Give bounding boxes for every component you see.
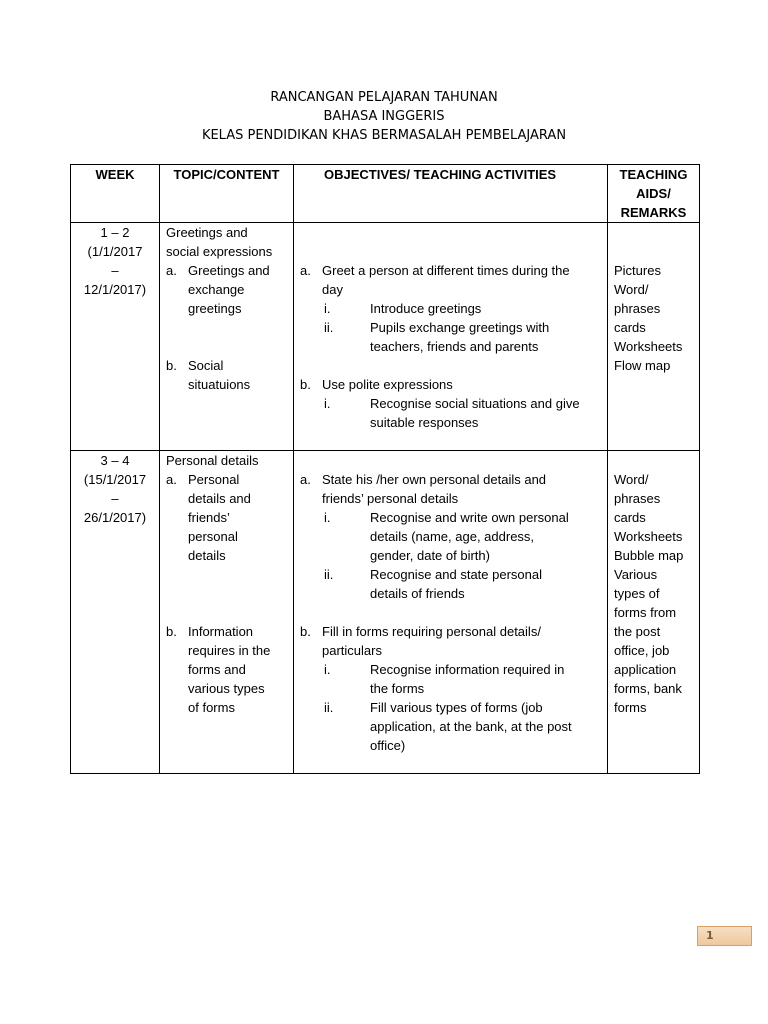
header-topic: TOPIC/CONTENT — [160, 165, 294, 223]
activity-text: application, at the bank, at the post — [370, 719, 572, 735]
header-aids-line: REMARKS — [620, 205, 687, 220]
activity-text: suitable responses — [370, 415, 479, 430]
header-class: KELAS PENDIDIKAN KHAS BERMASALAH PEMBELAJARAN — [201, 128, 567, 143]
header-title: RANCANGAN PELAJARAN TAHUNAN — [270, 90, 498, 105]
item-marker: a. — [166, 472, 177, 488]
teaching-aids-cell — [608, 223, 700, 451]
activity-text: Introduce greetings — [370, 301, 482, 316]
activity-item — [324, 698, 601, 755]
objective-text: friends’ personal details — [322, 491, 459, 507]
activity-text: Recognise information required in — [370, 662, 565, 678]
topic-text: friends’ — [188, 510, 230, 526]
topic-text: Social — [188, 358, 224, 373]
header-teaching-aids — [608, 165, 700, 223]
aid-text: types of — [614, 586, 660, 602]
objective-text: day — [322, 282, 343, 297]
aid-text: Word/ — [614, 472, 649, 488]
aid-text: cards — [614, 510, 646, 526]
activity-text: Fill various types of forms (job — [370, 700, 543, 716]
week-date: (15/1/2017 — [83, 472, 147, 488]
week-date: 12/1/2017) — [83, 282, 147, 297]
activity-item — [324, 508, 601, 565]
topic-item — [166, 470, 287, 565]
activity-item — [324, 318, 601, 356]
activity-text: Recognise social situations and give — [370, 396, 580, 411]
week-date: – — [111, 263, 119, 278]
item-marker: a. — [166, 263, 177, 278]
activity-item — [324, 565, 601, 603]
topic-text: situatuions — [188, 377, 251, 392]
table-row — [71, 451, 700, 774]
item-marker: b. — [166, 624, 177, 640]
aid-text: phrases — [614, 301, 661, 316]
topic-title: Greetings and — [166, 225, 248, 240]
item-marker: a. — [300, 472, 311, 488]
item-marker: b. — [166, 358, 177, 373]
objective-item — [300, 622, 601, 660]
activity-text: Pupils exchange greetings with — [370, 320, 550, 335]
item-marker: i. — [324, 396, 331, 411]
aid-text: forms from — [614, 605, 677, 621]
week-cell — [71, 223, 160, 451]
aid-text: Word/ — [614, 282, 649, 297]
topic-text: forms and — [188, 662, 246, 678]
objective-text: State his /her own personal details and — [322, 472, 547, 488]
objective-item — [300, 470, 601, 508]
activity-text: the forms — [370, 681, 425, 697]
page-number-badge: 1 — [697, 926, 752, 946]
week-cell — [71, 451, 160, 774]
topic-item — [166, 261, 287, 318]
item-marker: b. — [300, 377, 311, 392]
aid-text: the post — [614, 624, 661, 640]
activity-item — [324, 299, 601, 318]
topic-text: requires in the — [188, 643, 271, 659]
activity-text: details of friends — [370, 586, 465, 602]
aid-text: application — [614, 662, 677, 678]
aid-text: office, job — [614, 643, 670, 659]
table-row — [71, 223, 700, 451]
topic-text: Information — [188, 624, 254, 640]
header-subject: BAHASA INGGERIS — [323, 109, 445, 124]
objective-text: Fill in forms requiring personal details/ — [322, 624, 541, 640]
lesson-plan-table — [70, 164, 700, 774]
activity-text: details (name, age, address, — [370, 529, 535, 545]
activity-text: Recognise and state personal — [370, 567, 543, 583]
item-marker: i. — [324, 301, 331, 316]
header-week: WEEK — [71, 165, 160, 223]
item-marker: ii. — [324, 700, 334, 716]
teaching-aids-cell — [608, 451, 700, 774]
topic-cell — [160, 451, 294, 774]
header-objectives: OBJECTIVES/ TEACHING ACTIVITIES — [294, 165, 608, 223]
topic-text: Greetings and — [188, 263, 270, 278]
topic-text: personal — [188, 529, 238, 545]
topic-item — [166, 356, 287, 394]
aid-text: Worksheets — [614, 529, 683, 545]
activity-text: Recognise and write own personal — [370, 510, 569, 526]
header-aids-line: TEACHING — [619, 167, 688, 182]
aid-text: Worksheets — [614, 339, 683, 354]
aid-text: Bubble map — [614, 548, 684, 564]
aid-text: forms, bank — [614, 681, 682, 697]
topic-item — [166, 622, 287, 717]
aid-text: cards — [614, 320, 646, 335]
topic-text: greetings — [188, 301, 242, 316]
activity-text: teachers, friends and parents — [370, 339, 539, 354]
topic-text: Personal — [188, 472, 240, 488]
objective-item — [300, 375, 601, 394]
week-date: – — [111, 491, 119, 507]
week-date: 26/1/2017) — [83, 510, 147, 526]
topic-text: details and — [188, 491, 251, 507]
objective-text: Use polite expressions — [322, 377, 453, 392]
objectives-cell — [294, 223, 608, 451]
header-aids-line: AIDS/ — [636, 186, 671, 201]
item-marker: a. — [300, 263, 311, 278]
item-marker: ii. — [324, 320, 334, 335]
item-marker: ii. — [324, 567, 334, 583]
week-date: (1/1/2017 — [87, 244, 143, 259]
topic-title: Personal details — [166, 453, 259, 469]
activity-text: office) — [370, 738, 406, 754]
item-marker: i. — [324, 662, 331, 678]
aid-text: Various — [614, 567, 658, 583]
topic-title: social expressions — [166, 244, 273, 259]
topic-cell — [160, 223, 294, 451]
objective-text: particulars — [322, 643, 382, 659]
objective-item — [300, 261, 601, 299]
activity-text: gender, date of birth) — [370, 548, 490, 564]
item-marker: b. — [300, 624, 311, 640]
topic-text: details — [188, 548, 226, 564]
objectives-cell — [294, 451, 608, 774]
activity-item — [324, 660, 601, 698]
activity-item — [324, 394, 601, 432]
topic-text: various types — [188, 681, 265, 697]
week-range: 1 – 2 — [100, 225, 130, 240]
item-marker: i. — [324, 510, 331, 526]
topic-text: of forms — [188, 700, 235, 716]
aid-text: Flow map — [614, 358, 671, 373]
document-header — [0, 88, 768, 145]
week-range: 3 – 4 — [100, 453, 130, 469]
table-header-row — [71, 165, 700, 223]
objective-text: Greet a person at different times during the — [322, 263, 570, 278]
aid-text: phrases — [614, 491, 661, 507]
aid-text: Pictures — [614, 263, 661, 278]
aid-text: forms — [614, 700, 647, 716]
topic-text: exchange — [188, 282, 245, 297]
